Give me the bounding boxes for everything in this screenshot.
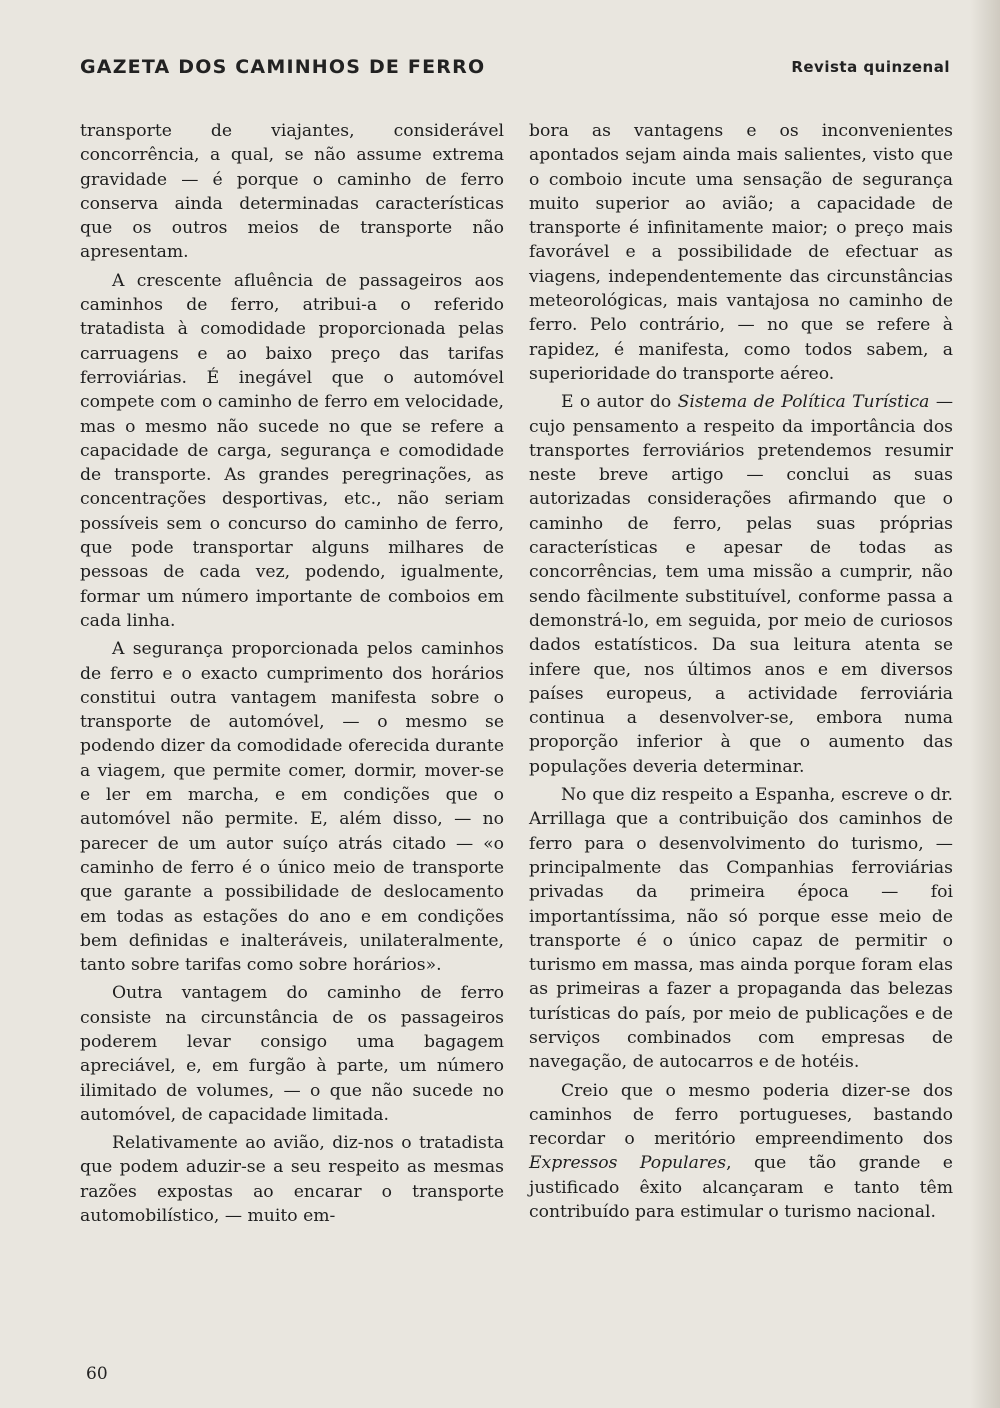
paragraph: A crescente afluência de passageiros aos caminhos de ferro, atribui-a o referido tratadista à comodidade proporcionada pelas carruagens e ao baixo preço das tarifas ferroviárias. É inegável que o automóvel compete com o caminho de ferro em velocidade, mas o mesmo não sucede no que se refere a capacidade de carga, segurança e comodidade de transporte. As grandes peregrinações, as concentrações desportivas, etc., não seriam possíveis sem o concurso do caminho de ferro, que pode transportar alguns milhares de pessoas de cada vez, podendo, igualmente, formar um número importante de comboios em cada linha.: [80, 270, 504, 631]
paragraph: [529, 1079, 953, 1225]
paragraph-text: — cujo pensamento a respeito da importância dos transportes ferroviários pretendemos resumir neste breve artigo — conclui as suas autorizadas considerações afirmando que o caminho de ferro, pelas suas próprias características e apesar de todas as concorrências, tem uma missão a cumprir, não sendo fàcilmente substituível, conforme passa a demonstrá-lo, em seguida, por meio de curiosos dados estatísticos. Da sua leitura atenta se infere que, nos últimos anos e em diversos países europeus, a actividade ferroviária continua a desenvolver-se, embora numa proporção inferior à que o aumento das populações deveria determinar.: [529, 392, 954, 777]
paragraph: Outra vantagem do caminho de ferro consiste na circunstância de os passageiros poderem levar consigo uma bagagem apreciável, e, em furgão à parte, um número ilimitado de volumes, — o que não sucede no automóvel, de capacidade limitada.: [80, 983, 504, 1125]
left-column: [80, 119, 504, 1232]
paragraph-text: , que tão grande e justificado êxito alcançaram e tanto têm contribuído para estimular o turismo nacional.: [529, 1153, 953, 1223]
book-title: Sistema de Política Turística: [677, 392, 930, 413]
right-column: [529, 119, 953, 1228]
paragraph: bora as vantagens e os inconvenientes apontados sejam ainda mais salientes, visto que o comboio incute uma sensação de segurança muito superior ao avião; a capacidade de transporte é infinitamente maior; o preço mais favorável e a possibilidade de efectuar as viagens, independentemente das circunstâncias meteorológicas, mais vantajosa no caminho de ferro. Pelo contrário, — no que se refere à rapidez, é manifesta, como todos sabem, a superioridade do transporte aéreo.: [529, 121, 953, 384]
paragraph-text: E o autor do: [561, 392, 678, 413]
journal-subtitle: Revista quinzenal: [791, 58, 950, 76]
paragraph: A segurança proporcionada pelos caminhos de ferro e o exacto cumprimento dos horários constitui outra vantagem manifesta sobre o transporte de automóvel, — o mesmo se podendo dizer da comodidade oferecida durante a viagem, que permite comer, dormir, mover-se e ler em marcha, e em condições que o automóvel não permite. E, além disso, — no parecer de um autor suíço atrás citado — «o caminho de ferro é o único meio de transporte que garante a possibilidade de deslocamento em todas as estações do ano e em condições bem definidas e inalteráveis, unilateralmente, tanto sobre tarifas como sobre horários».: [80, 639, 504, 976]
page-edge: [970, 0, 1000, 1408]
journal-title: GAZETA DOS CAMINHOS DE FERRO: [80, 56, 486, 78]
service-name: Expressos Populares: [529, 1153, 727, 1174]
paragraph: transporte de viajantes, considerável concorrência, a qual, se não assume extrema gravidade — é porque o caminho de ferro conserva ainda determinadas características que os outros meios de transporte não apresentam.: [80, 121, 504, 263]
paragraph: Relativamente ao avião, diz-nos o tratadista que podem aduzir-se a seu respeito as mesmas razões expostas ao encarar o transporte automobilístico, — muito em-: [80, 1133, 504, 1227]
paragraph-text: Creio que o mesmo poderia dizer-se dos caminhos de ferro portugueses, bastando recordar o meritório empreendimento dos: [529, 1080, 953, 1150]
running-header: [80, 56, 950, 82]
paragraph: No que diz respeito a Espanha, escreve o dr. Arrillaga que a contribuição dos caminhos de ferro para o desenvolvimento do turismo, — principalmente das Companhias ferroviárias privadas da primeira época — foi importantíssima, não só porque esse meio de transporte é o único capaz de permitir o turismo em massa, mas ainda porque foram elas as primeiras a fazer a propaganda das belezas turísticas do país, por meio de publicações e de serviços combinados com empresas de navegação, de autocarros e de hotéis.: [529, 785, 953, 1073]
page-number: 60: [86, 1364, 108, 1384]
paragraph: [529, 390, 953, 779]
